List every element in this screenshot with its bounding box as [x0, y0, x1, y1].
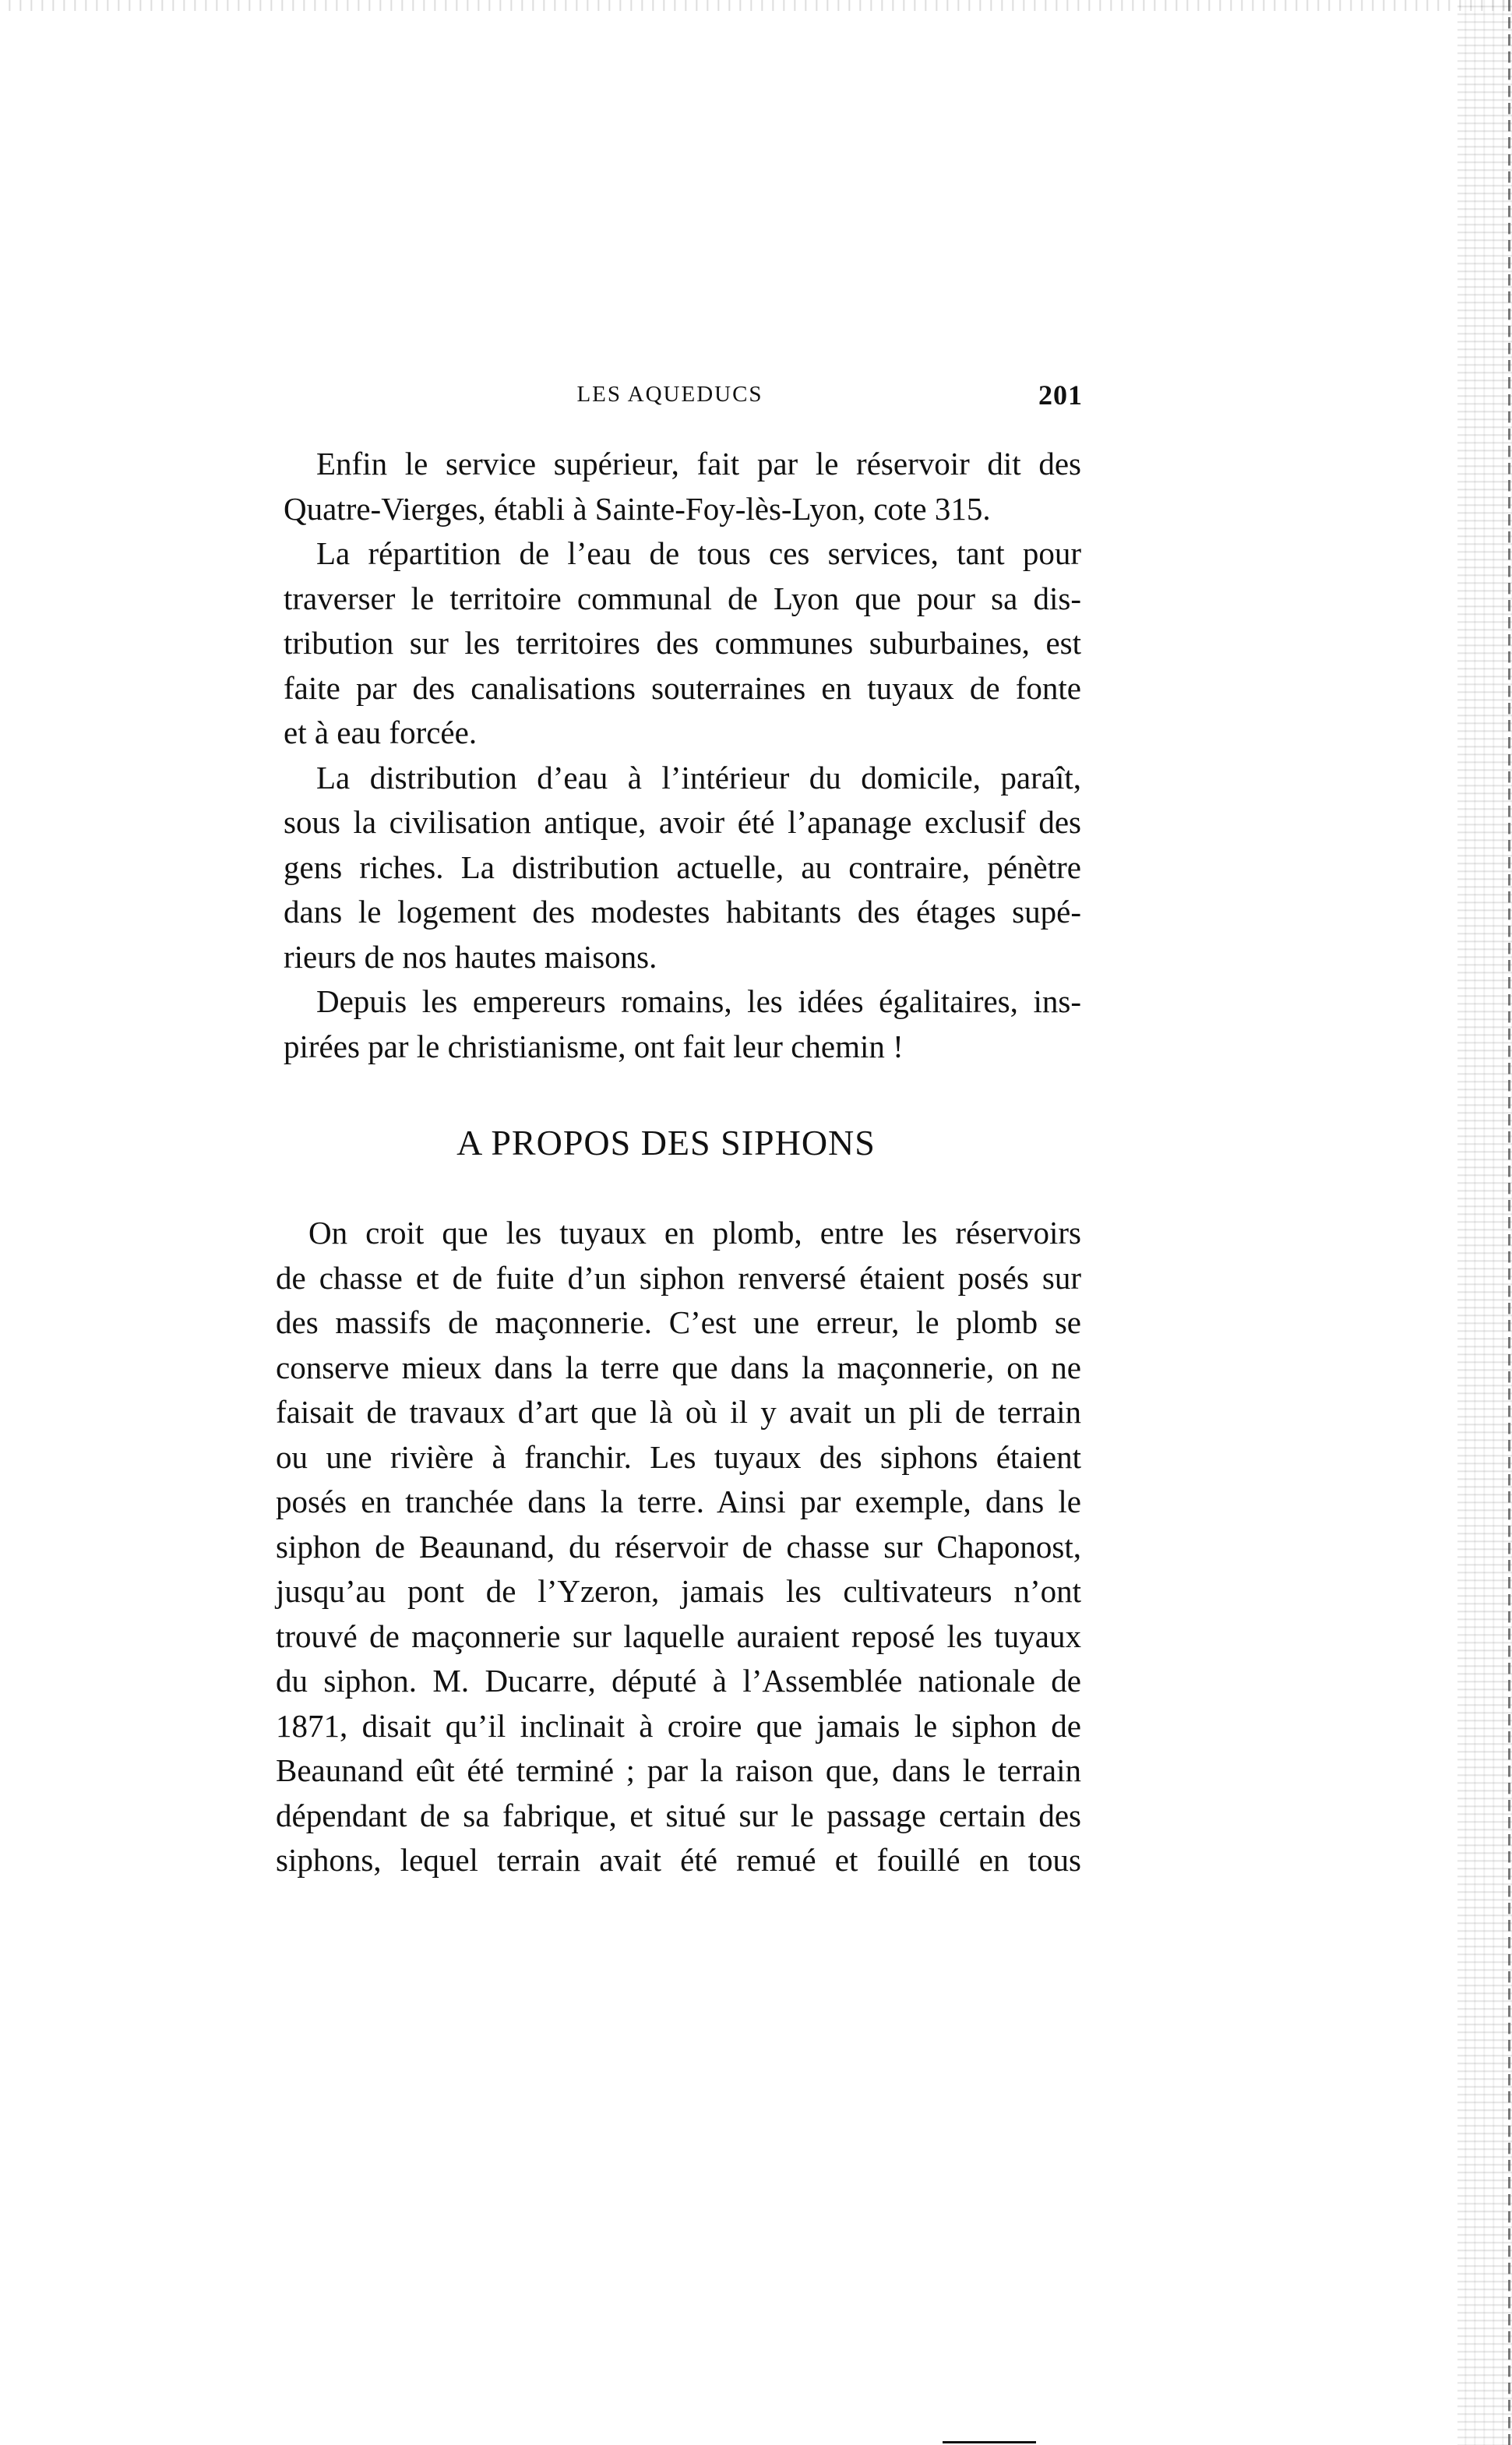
paragraph: [251, 531, 1081, 756]
text-line: tribution sur les territoires des communes suburbaines, est: [284, 625, 1081, 661]
text-line: posés en tranchée dans la terre. Ainsi par exemple, dans le: [276, 1484, 1081, 1519]
paragraph: [243, 1211, 1081, 1883]
text-line: trouvé de maçonnerie sur laquelle auraient reposé les tuyaux: [276, 1618, 1081, 1654]
scan-mark-bottom: [943, 2441, 1036, 2443]
section-body-aqueducs: [251, 442, 1081, 1069]
text-line: 1871, disait qu’il inclinait à croire que jamais le siphon de: [276, 1707, 1081, 1744]
paragraph: [251, 442, 1081, 531]
text-line: du siphon. M. Ducarre, député à l’Assemblée nationale de: [276, 1663, 1081, 1699]
text-line: Depuis les empereurs romains, les idées égalitaires, ins-: [316, 983, 1081, 1019]
text-line: pirées par le christianisme, ont fait leur chemin !: [284, 1028, 904, 1064]
text-line: faisait de travaux d’art que là où il y avait un pli de terrain: [276, 1394, 1081, 1430]
text-line: La distribution d’eau à l’intérieur du domicile, paraît,: [316, 759, 1081, 796]
page-number: 201: [1038, 379, 1083, 411]
text-line: Beaunand eût été terminé ; par la raison que, dans le terrain: [276, 1752, 1081, 1788]
text-line: La répartition de l’eau de tous ces services, tant pour: [316, 535, 1081, 571]
text-line: ou une rivière à franchir. Les tuyaux des siphons étaient: [276, 1438, 1081, 1475]
text-line: gens riches. La distribution actuelle, au contraire, pénètre: [284, 849, 1081, 885]
running-title: LES AQUEDUCS: [576, 382, 763, 407]
text-line: de chasse et de fuite d’un siphon renversé étaient posés sur: [276, 1259, 1081, 1296]
text-line: rieurs de nos hautes maisons.: [284, 938, 657, 975]
paragraph: [251, 979, 1081, 1069]
text-line: conserve mieux dans la terre que dans la maçonnerie, on ne: [276, 1349, 1081, 1385]
text-line: siphons, lequel terrain avait été remué et fouillé en tous: [276, 1842, 1081, 1878]
text-line: On croit que les tuyaux en plomb, entre les réservoirs: [308, 1215, 1081, 1251]
text-line: traverser le territoire communal de Lyon que pour sa dis-: [284, 580, 1081, 616]
text-line: Enfin le service supérieur, fait par le réservoir dit des: [316, 446, 1081, 482]
running-header: [257, 379, 1083, 413]
text-line: sous la civilisation antique, avoir été l’apanage exclusif des: [284, 804, 1081, 840]
text-line: et à eau forcée.: [284, 714, 478, 750]
page-gutter-edge: [1508, 0, 1510, 2445]
scan-noise-top: [0, 0, 1512, 11]
text-line: dépendant de sa fabrique, et situé sur le passage certain des: [276, 1797, 1081, 1833]
section-heading: A PROPOS DES SIPHONS: [456, 1123, 876, 1163]
text-line: Quatre-Vierges, établi à Sainte-Foy-lès-Lyon, cote 315.: [284, 490, 991, 527]
paragraph: [251, 756, 1081, 980]
text-line: des massifs de maçonnerie. C’est une erreur, le plomb se: [276, 1304, 1081, 1340]
text-line: dans le logement des modestes habitants des étages supé-: [284, 894, 1081, 930]
scan-noise-right-edge: [1457, 0, 1512, 2445]
text-line: siphon de Beaunand, du réservoir de chasse sur Chaponost,: [276, 1528, 1081, 1565]
section-body-siphons: [243, 1211, 1081, 1883]
text-line: faite par des canalisations souterraines en tuyaux de fonte: [284, 669, 1081, 706]
text-line: jusqu’au pont de l’Yzeron, jamais les cultivateurs n’ont: [276, 1573, 1081, 1609]
